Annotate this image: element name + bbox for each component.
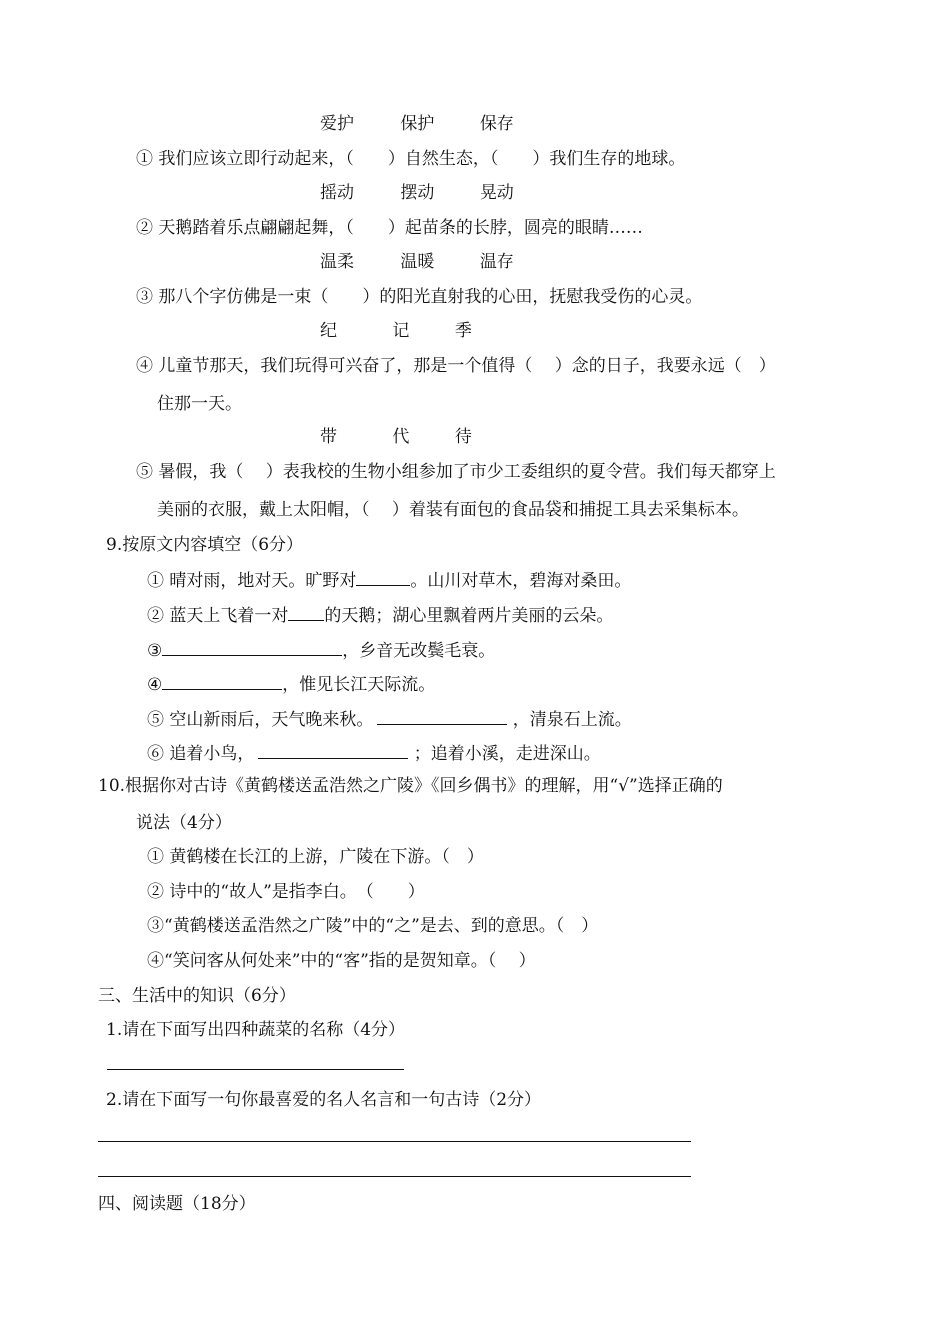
judgement-item-1: ① 黄鹤楼在长江的上游，广陵在下游。（ ） [147, 847, 484, 867]
answer-blank[interactable] [162, 638, 342, 656]
answer-blank[interactable] [288, 603, 324, 621]
option-word: 待 [454, 427, 472, 447]
option-word: 保存 [479, 114, 514, 134]
question-3-2: 2.请在下面写一句你最喜爱的名人名言和一句古诗（2分） [106, 1090, 542, 1110]
sentence-5: ⑤ 暑假，我（ ）表我校的生物小组参加了市少工委组织的夏令营。我们每天都穿上 [136, 462, 776, 482]
options-group-1 [320, 113, 514, 135]
question-10-title-continued: 说法（4分） [136, 813, 232, 833]
sentence-3: ③ 那八个字仿佛是一束（ ）的阳光直射我的心田，抚慰我受伤的心灵。 [136, 287, 703, 307]
fill-item-text: ④ [147, 675, 163, 695]
fill-item-6 [147, 741, 601, 765]
option-word: 季 [454, 321, 472, 341]
fill-item-text: ③ [147, 641, 163, 661]
fill-item-text: ；追着小溪，走进深山。 [408, 744, 601, 764]
fill-item-text: ② 蓝天上飞着一对 [147, 606, 289, 626]
fill-item-2 [147, 603, 613, 627]
option-word: 晃动 [479, 183, 514, 203]
sentence-2: ② 天鹅踏着乐点翩翩起舞，（ ）起苗条的长脖，圆亮的眼睛…… [136, 218, 643, 238]
option-word: 温暖 [400, 252, 435, 272]
fill-item-text: ，惟见长江天际流。 [282, 675, 436, 695]
options-group-5 [320, 426, 472, 448]
answer-blank[interactable] [356, 568, 410, 586]
fill-item-text: ⑥ 追着小鸟， [147, 744, 255, 764]
option-word: 摇动 [320, 183, 354, 203]
option-word: 带 [320, 427, 337, 447]
fill-item-text: ① 晴对雨，地对天。旷野对 [147, 571, 357, 591]
option-word: 纪 [320, 321, 337, 341]
option-word: 摆动 [400, 183, 435, 203]
option-word: 保护 [400, 114, 435, 134]
answer-blank[interactable] [162, 672, 282, 690]
section-4-heading: 四、阅读题（18分） [98, 1194, 256, 1214]
question-10-title: 10.根据你对古诗《黄鹤楼送孟浩然之广陵》《回乡偶书》的理解，用“√”选择正确的 [98, 776, 723, 796]
option-word: 代 [392, 427, 410, 447]
option-word: 温柔 [320, 252, 354, 272]
options-group-2 [320, 182, 514, 204]
options-group-3 [320, 251, 514, 273]
fill-item-text: 的天鹅；湖心里飘着两片美丽的云朵。 [324, 606, 614, 626]
fill-item-text: 。山川对草木，碧海对桑田。 [410, 571, 632, 591]
answer-line[interactable] [98, 1141, 691, 1142]
sentence-5-continued: 美丽的衣服，戴上太阳帽，（ ）着装有面包的食品袋和捕捉工具去采集标本。 [157, 500, 749, 520]
judgement-item-2: ② 诗中的“故人”是指李白。 （ ） [147, 882, 425, 902]
sentence-4: ④ 儿童节那天，我们玩得可兴奋了，那是一个值得（ ）念的日子，我要永远（ ） [136, 356, 776, 376]
option-word: 温存 [479, 252, 514, 272]
options-group-4 [320, 320, 472, 342]
answer-line[interactable] [107, 1069, 404, 1070]
answer-line[interactable] [98, 1176, 691, 1177]
fill-item-text: ，清泉石上流。 [507, 710, 632, 730]
question-9-title: 9.按原文内容填空（6分） [106, 535, 304, 555]
sentence-4-continued: 住那一天。 [157, 394, 242, 414]
answer-blank[interactable] [258, 741, 408, 759]
answer-blank[interactable] [377, 707, 507, 725]
fill-item-text: ⑤ 空山新雨后，天气晚来秋。 [147, 710, 374, 730]
judgement-item-3: ③“黄鹤楼送孟浩然之广陵”中的“之”是去、到的意思。（ ） [147, 916, 599, 936]
fill-item-4 [147, 672, 435, 696]
fill-item-text: ，乡音无改鬓毛衰。 [342, 641, 496, 661]
fill-item-1 [147, 568, 631, 592]
fill-item-3 [147, 638, 495, 662]
option-word: 记 [392, 321, 410, 341]
sentence-1: ① 我们应该立即行动起来，（ ）自然生态，（ ）我们生存的地球。 [136, 149, 686, 169]
judgement-item-4: ④“笑问客从何处来”中的“客”指的是贺知章。（ ） [147, 951, 536, 971]
fill-item-5 [147, 707, 632, 731]
option-word: 爱护 [320, 114, 354, 134]
section-3-heading: 三、生活中的知识（6分） [98, 986, 296, 1006]
question-3-1: 1.请在下面写出四种蔬菜的名称（4分） [106, 1020, 406, 1040]
